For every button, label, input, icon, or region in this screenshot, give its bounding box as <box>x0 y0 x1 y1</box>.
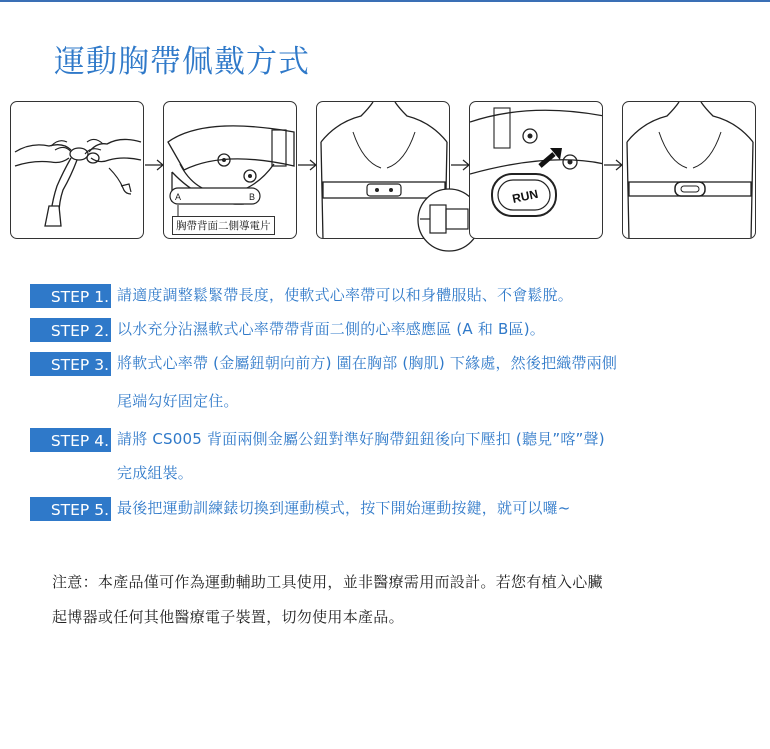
page-title: 運動胸帶佩戴方式 <box>54 44 310 80</box>
svg-text:A: A <box>175 192 182 202</box>
arrow-right-icon <box>145 159 165 171</box>
step-label: STEP 5. <box>30 497 111 521</box>
note-line: 注意：本產品僅可作為運動輔助工具使用，並非醫療需用而設計。若您有植入心臟 <box>52 573 603 591</box>
step-text: 將軟式心率帶 (金屬鈕朝向前方) 圍在胸部 (胸肌) 下緣處，然後把織帶兩側 <box>117 354 618 372</box>
torso-with-module-illustration <box>623 102 756 239</box>
arrow-right-icon <box>451 159 471 171</box>
hands-adjusting-strap-illustration <box>11 102 144 239</box>
step-text-continued: 尾端勾好固定住。 <box>117 392 239 410</box>
svg-text:B: B <box>249 192 256 202</box>
panel-final-worn <box>622 101 756 239</box>
step-label: STEP 4. <box>30 428 111 452</box>
panel-attach-module <box>469 101 603 239</box>
top-rule <box>0 0 770 2</box>
arrow-right-icon <box>604 159 624 171</box>
step-text-continued: 完成組裝。 <box>117 464 194 482</box>
step-label: STEP 1. <box>30 284 111 308</box>
note-line: 起博器或任何其他醫療電子裝置，切勿使用本產品。 <box>52 608 404 626</box>
step-text: 請將 CS005 背面兩側金屬公鈕對準好胸帶鈕鈕後向下壓扣 (聽見”喀”聲) <box>117 430 605 448</box>
panel-strap-back <box>163 101 297 239</box>
step-text: 最後把運動訓練錶切換到運動模式，按下開始運動按鍵，就可以囉~ <box>117 499 571 517</box>
step-text: 請適度調整鬆緊帶長度，使軟式心率帶可以和身體服貼、不會鬆脫。 <box>117 286 574 304</box>
step-label: STEP 3. <box>30 352 111 376</box>
step-text: 以水充分沾濕軟式心率帶帶背面二側的心率感應區 (A 和 B區)。 <box>117 320 545 338</box>
svg-text:RUN: RUN <box>510 186 540 206</box>
arrow-right-icon <box>298 159 318 171</box>
electrode-callout-label: 胸帶背面二側導電片 <box>172 216 275 235</box>
module-attach-illustration <box>470 102 603 239</box>
panel-adjust-strap <box>10 101 144 239</box>
step-label: STEP 2. <box>30 318 111 342</box>
